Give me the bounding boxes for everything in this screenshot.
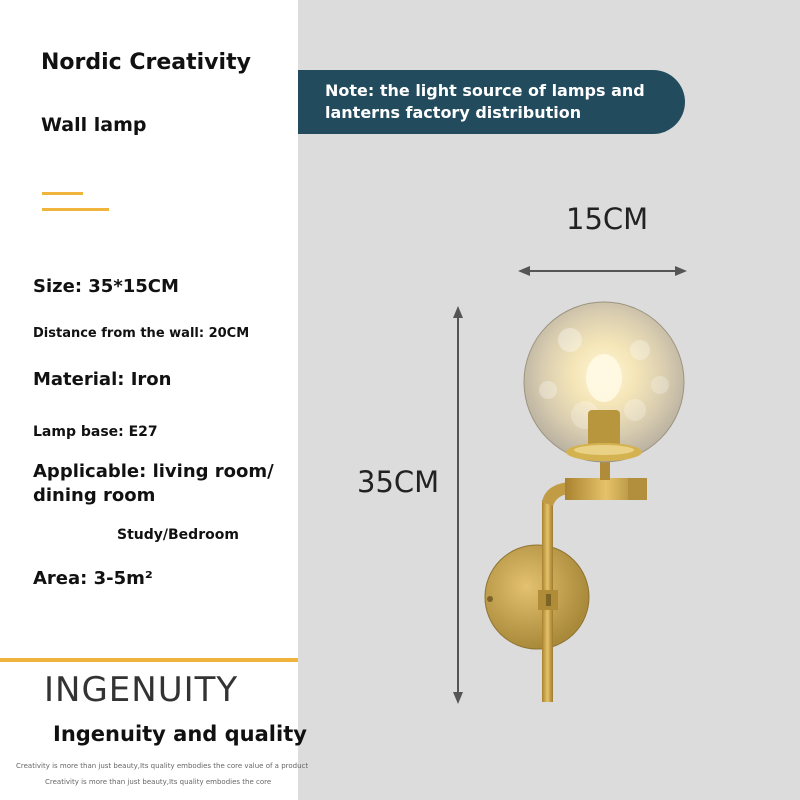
wall-plate bbox=[485, 545, 589, 649]
spec-material: Material: Iron bbox=[33, 369, 172, 390]
lamp-arm bbox=[565, 458, 647, 500]
footer-tagline: Ingenuity and quality bbox=[53, 722, 307, 746]
note-text: Note: the light source of lamps and lanterns factory distribution bbox=[325, 81, 645, 122]
width-label: 15CM bbox=[566, 202, 649, 236]
height-dimension-arrow bbox=[453, 306, 463, 704]
footer-heading: INGENUITY bbox=[44, 670, 239, 710]
spec-applicable: Applicable: living room/ dining room bbox=[33, 461, 274, 506]
spec-size: Size: 35*15CM bbox=[33, 276, 179, 297]
brand-title: Nordic Creativity bbox=[41, 50, 251, 75]
height-label: 35CM bbox=[357, 465, 440, 499]
product-subtitle: Wall lamp bbox=[41, 114, 147, 136]
spec-study: Study/Bedroom bbox=[117, 527, 239, 543]
spec-base: Lamp base: E27 bbox=[33, 424, 158, 440]
glass-globe bbox=[524, 302, 684, 462]
fine-print-1: Creativity is more than just beauty,Its quality embodies the core value of a product bbox=[16, 762, 309, 770]
spec-area: Area: 3-5m² bbox=[33, 568, 153, 589]
fine-print-2: Creativity is more than just beauty,Its quality embodies the core bbox=[45, 778, 272, 786]
spec-distance: Distance from the wall: 20CM bbox=[33, 326, 250, 341]
width-dimension-arrow bbox=[518, 266, 687, 276]
